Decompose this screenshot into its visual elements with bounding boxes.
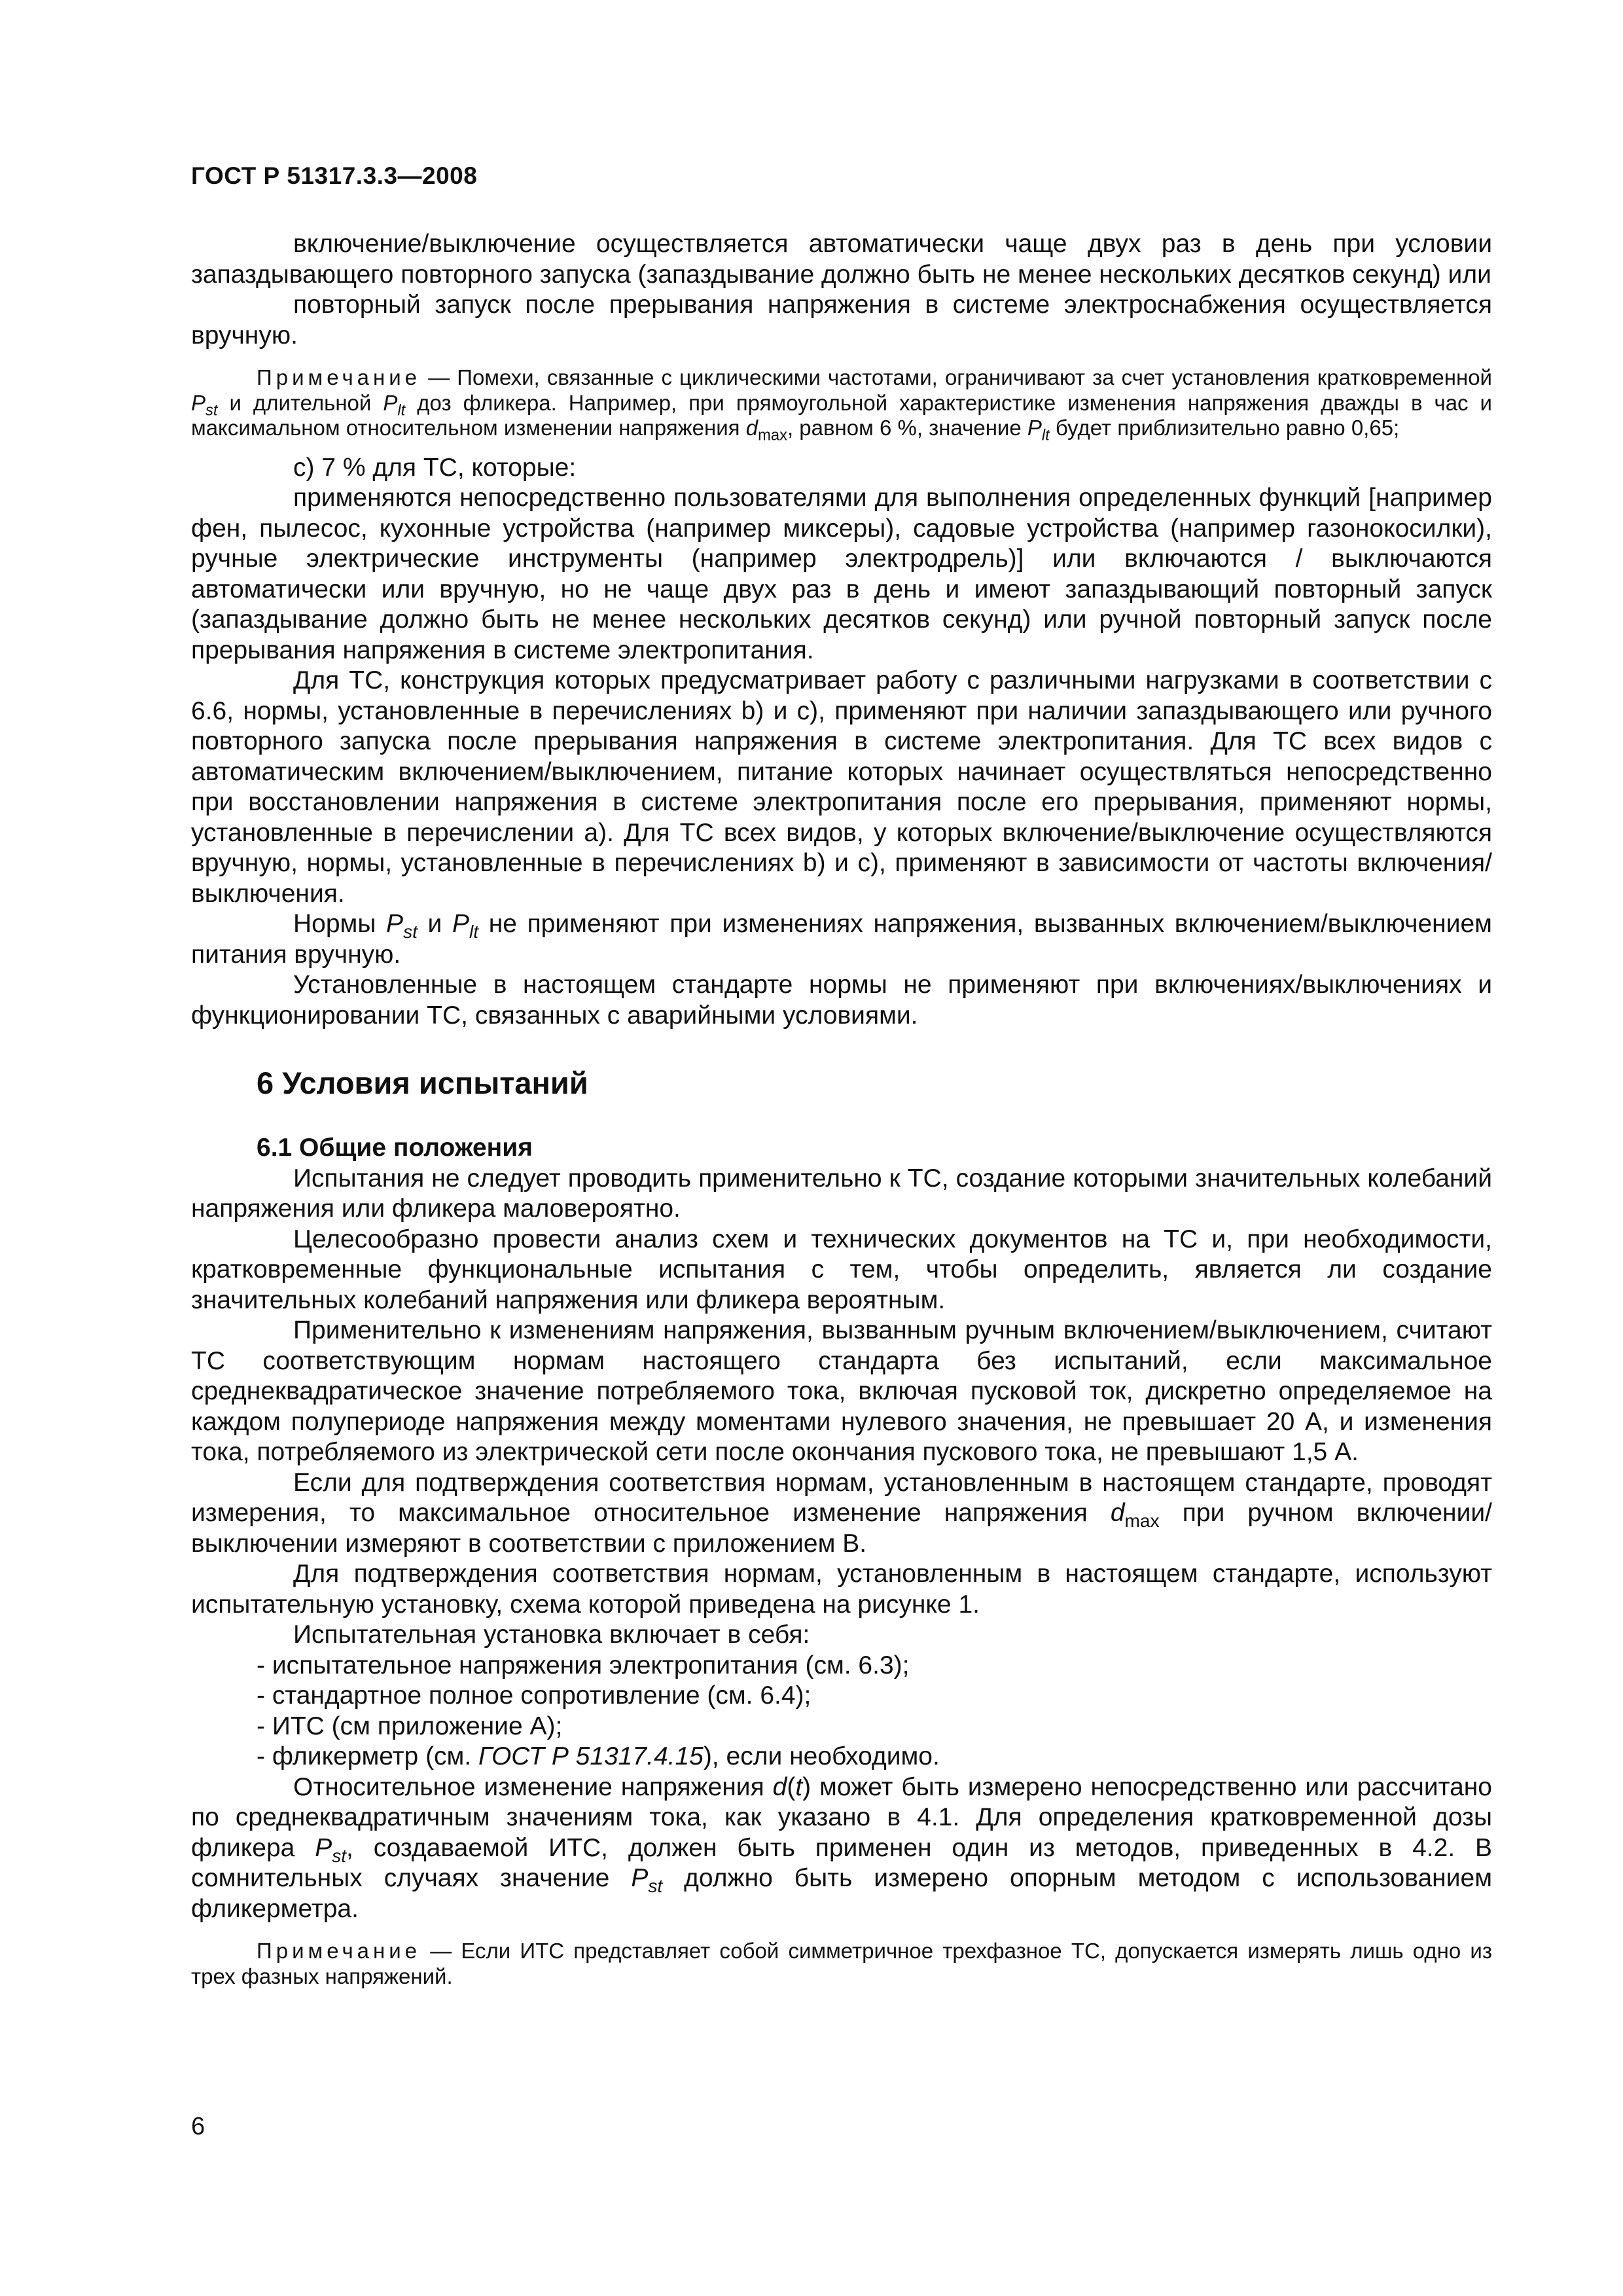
paragraph: Установленные в настоящем стандарте нормы не применяют при включениях/выключениях и функционировании ТС, связанных с аварийными условиями.: [191, 971, 1492, 1030]
standard-reference: ГОСТ Р 51317.4.15: [478, 1742, 704, 1770]
paragraph: Испытательная установка включает в себя:: [293, 1621, 810, 1649]
paragraph: повторный запуск после прерывания напряжения в системе электроснабжения осуществляется вручную.: [191, 291, 1492, 350]
paragraph: применяются непосредственно пользователями для выполнения определенных функций [например фен, пылесос, кухонные устройства (например миксеры), садовые устройства (например газонокосилки), ручные электрические инструменты (например электродрель)] или включаются / выключаются автоматически или вручную, но не чаще двух раз в день и имеют запаздывающий повторный запуск (запаздывание должно быть не менее нескольких десятков секунд) или ручной повторный запуск после прерывания напряжения в системе электропитания.: [191, 484, 1492, 664]
page-number: 6: [191, 2113, 205, 2140]
list-item: - стандартное полное сопротивление (см. 6.4);: [257, 1681, 812, 1710]
paragraph: Относительное изменение напряжения d(t) может быть измерено непосредственно или рассчитано по среднеквадратичным значениям тока, как указано в 4.1. Для определения кратковременной дозы фликера $P_{st}$, создаваемой ИТС, должен быть применен один из методов, приведенных в 4.2. В сомнительных случаях значение $P_{st}$ должно быть измерено опорным методом с использованием фликерметра.: [191, 1772, 1493, 1923]
note-label: Примечание: [257, 1939, 421, 1963]
equipment-list: [191, 1651, 1492, 1772]
paragraph: Нормы $P_{st}$ и $P_{lt}$ не применяют при изменениях напряжения, вызванных включением/выключением питания вручную.: [191, 910, 1492, 969]
note-label: Примечание: [257, 365, 421, 389]
document-header-id: ГОСТ Р 51317.3.3—2008: [191, 162, 478, 189]
note: Примечание — Если ИТС представляет собой симметричное трехфазное ТС, допускается измерять лишь одно из трех фазных напряжений.: [191, 1939, 1492, 1988]
list-item: - испытательное напряжения электропитания (см. 6.3);: [257, 1651, 910, 1679]
paragraph: Если для подтверждения соответствия нормам, установленным в настоящем стандарте, проводят измерения, то максимальное относительное изменение напряжения $d_{max}$ при ручном включении/выключении измеряют в соответствии с приложением В.: [191, 1468, 1492, 1558]
paragraph: Применительно к изменениям напряжения, вызванным ручным включением/выключением, считают ТС соответствующим нормам настоящего стандарта без испытаний, если максимальное среднеквадратическое значение потребляемого тока, включая пусковой ток, дискретно определяемое на каждом полупериоде напряжения между моментами нулевого значения, не превышает 20 А, и изменения тока, потребляемого из электрической сети после окончания пускового тока, не превышают 1,5 А.: [191, 1316, 1492, 1466]
paragraph: Для ТС, конструкция которых предусматривает работу с различными нагрузками в соответствии с 6.6, нормы, установленные в перечислениях b) и с), применяют при наличии запаздывающего или ручного повторного запуска после прерывания напряжения в системе электропитания. Для ТС всех видов с автоматическим включением/выключением, питание которых начинает осуществляться непосредственно при восстановлении напряжения в системе электропитания после его прерывания, применяют нормы, установленные в перечислении а). Для ТС всех видов, у которых включение/выключение осуществляются вручную, нормы, установленные в перечислениях b) и с), применяют в зависимости от частоты включения/выключения.: [191, 666, 1492, 908]
list-item-c: с) 7 % для ТС, которые:: [293, 453, 577, 482]
document-body: [191, 229, 1492, 2001]
section-title: 6 Условия испытаний: [257, 1066, 588, 1100]
note: Примечание — Помехи, связанные с циклическими частотами, ограничивают за счет установления кратковременной $P_{st}$ и длительной $P_{lt}$ доз фликера. Например, при прямоугольной характеристике изменения напряжения дважды в час и максимальном относительном изменении напряжения $d_{max}$, равном 6 %, значение $P_{lt}$ будет приблизительно равно 0,65;: [191, 365, 1492, 444]
list-item: - фликерметр (см. ГОСТ Р 51317.4.15), если необходимо.: [257, 1742, 940, 1770]
paragraph: Испытания не следует проводить применительно к ТС, создание которыми значительных колебаний напряжения или фликера маловероятно.: [191, 1164, 1492, 1223]
paragraph: включение/выключение осуществляется автоматически чаще двух раз в день при условии запаздывающего повторного запуска (запаздывание должно быть не менее нескольких десятков секунд) или: [191, 230, 1492, 289]
subsection-title: 6.1 Общие положения: [257, 1134, 533, 1162]
list-item: - ИТС (см приложение А);: [257, 1712, 563, 1740]
paragraph: Для подтверждения соответствия нормам, установленным в настоящем стандарте, используют испытательную установку, схема которой приведена на рисунке 1.: [191, 1560, 1492, 1619]
paragraph: Целесообразно провести анализ схем и технических документов на ТС и, при необходимости, кратковременные функциональные испытания с тем, чтобы определить, является ли создание значительных колебаний напряжения или фликера вероятным.: [191, 1225, 1492, 1314]
